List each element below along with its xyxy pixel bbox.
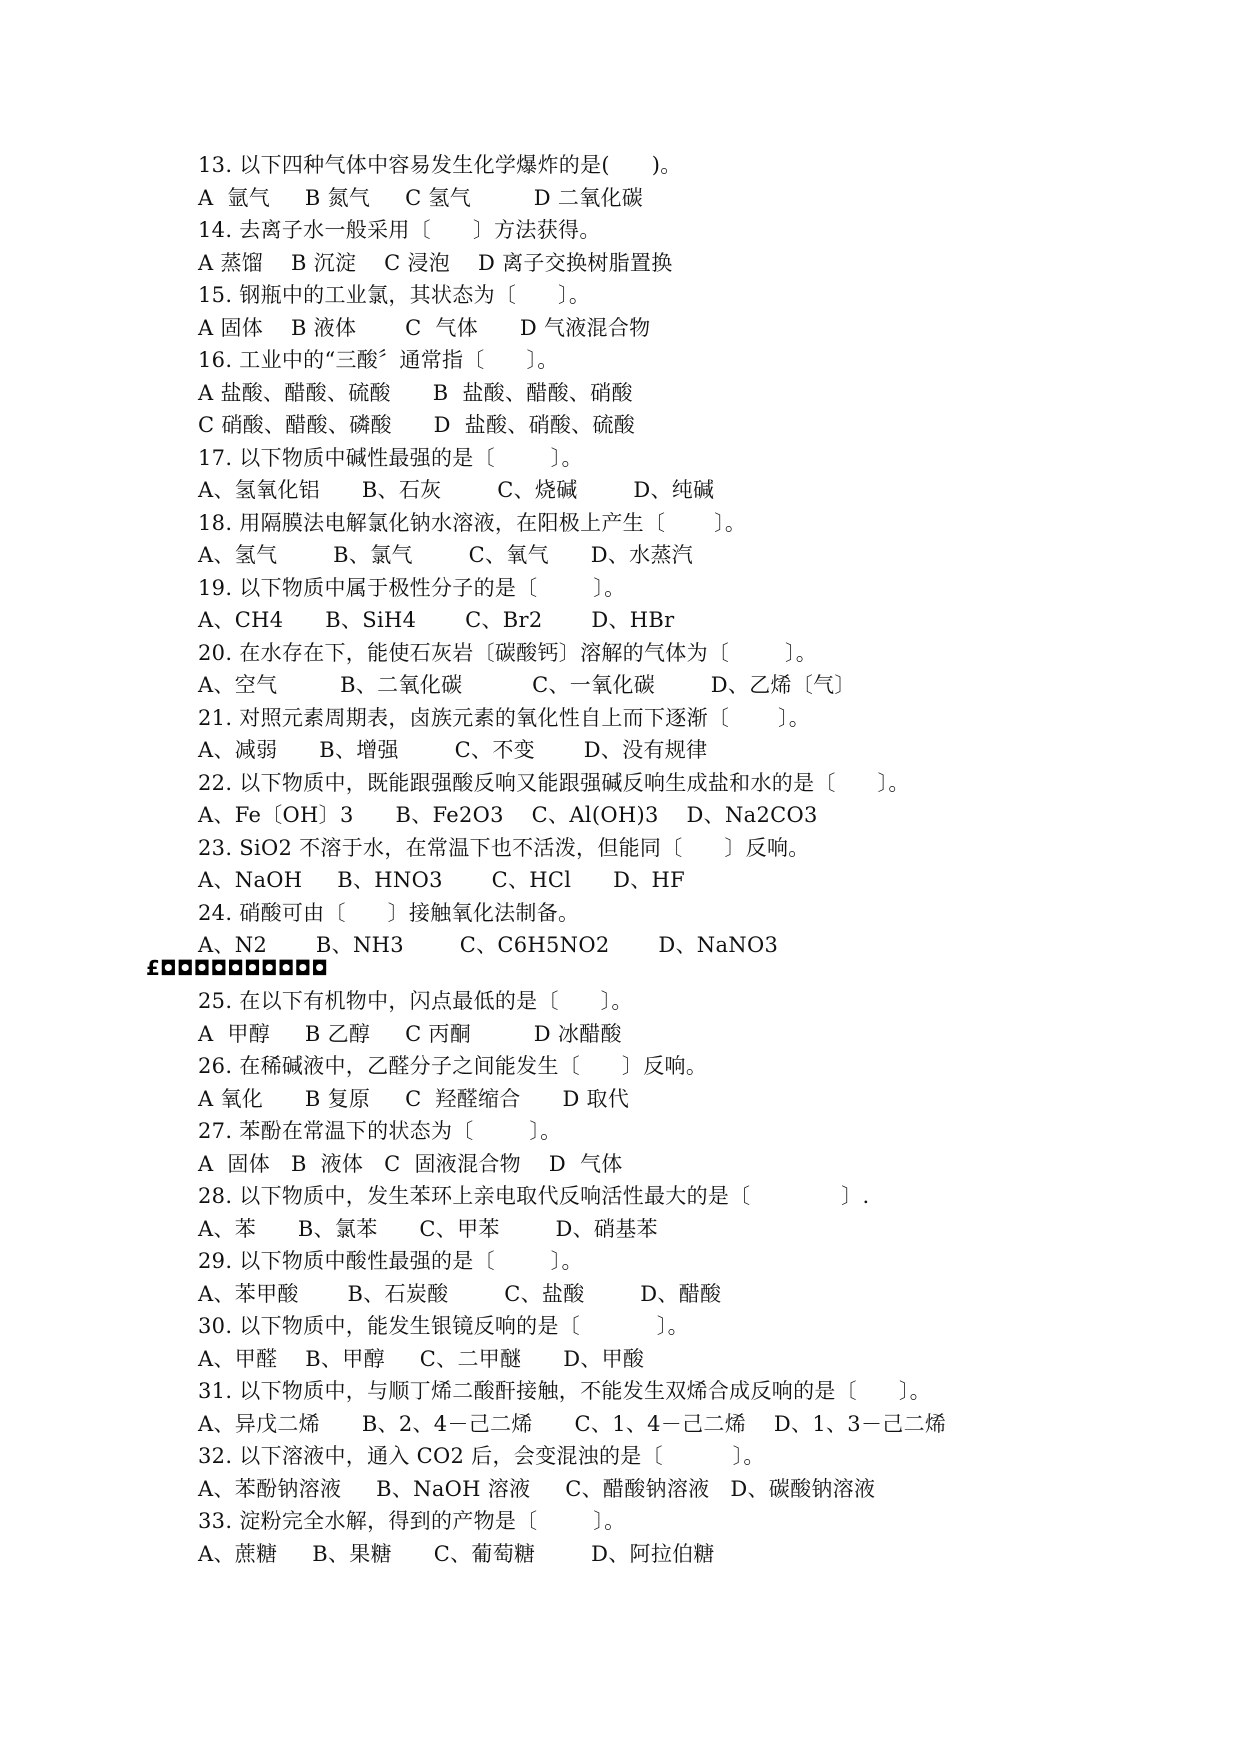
question-list-part-2 <box>198 985 1098 1570</box>
question-32: 32. 以下溶液中，通入 CO2 后，会变混浊的是〔 〕。 <box>198 1444 765 1468</box>
question-24: 24. 硝酸可由〔 〕接触氧化法制备。 <box>198 900 580 925</box>
options-27: A 固体 B 液体 C 固液混合物 D 气体 <box>198 1151 623 1176</box>
options-17: A、氢氧化铝 B、石灰 C、烧碱 D、纯碱 <box>198 478 715 502</box>
question-21: 21. 对照元素周期表，卤族元素的氧化性自上而下逐渐〔 〕。 <box>198 705 811 730</box>
question-16: 16. 工业中的“三酸〞通常指〔 〕。 <box>198 348 559 372</box>
options-16-ab: A 盐酸、醋酸、硫酸 B 盐酸、醋酸、硝酸 <box>198 380 633 405</box>
options-28: A、苯 B、氯苯 C、甲苯 D、硝基苯 <box>198 1216 658 1241</box>
question-19: 19. 以下物质中属于极性分子的是〔 〕。 <box>198 575 626 600</box>
question-28: 28. 以下物质中，发生苯环上亲电取代反响活性最大的是〔 〕. <box>198 1184 870 1208</box>
question-27: 27. 苯酚在常温下的状态为〔 〕。 <box>198 1119 562 1143</box>
options-15: A 固体 B 液体 C 气体 D 气液混合物 <box>198 315 651 340</box>
question-14: 14. 去离子水一般采用〔 〕方法获得。 <box>198 218 601 242</box>
question-list-part-1 <box>198 149 1098 962</box>
question-23: 23. SiO2 不溶于水，在常温下也不活泼，但能同〔 〕反响。 <box>198 835 810 860</box>
options-13: A 氩气 B 氮气 C 氢气 D 二氧化碳 <box>198 185 644 210</box>
options-24: A、N2 B、NH3 C、C6H5NO2 D、NaNO3 <box>198 933 779 957</box>
question-17: 17. 以下物质中碱性最强的是〔 〕。 <box>198 445 583 470</box>
options-20: A、空气 B、二氧化碳 C、一氧化碳 D、乙烯〔气〕 <box>198 673 856 697</box>
question-26: 26. 在稀碱液中，乙醛分子之间能发生〔 〕反响。 <box>198 1054 708 1078</box>
question-20: 20. 在水存在下，能使石灰岩〔碳酸钙〕溶解的气体为〔 〕。 <box>198 640 818 665</box>
options-30: A、甲醛 B、甲醇 C、二甲醚 D、甲酸 <box>198 1346 645 1371</box>
question-29: 29. 以下物质中酸性最强的是〔 〕。 <box>198 1249 583 1273</box>
options-26: A 氧化 B 复原 C 羟醛缩合 D 取代 <box>198 1086 630 1111</box>
options-14: A 蒸馏 B 沉淀 C 浸泡 D 离子交换树脂置换 <box>198 250 673 275</box>
options-19: A、CH4 B、SiH4 C、Br2 D、HBr <box>198 608 675 632</box>
options-31: A、异戊二烯 B、2、4－己二烯 C、1、4－己二烯 D、1、3－己二烯 <box>198 1411 947 1436</box>
options-18: A、氢气 B、氯气 C、氧气 D、水蒸汽 <box>198 543 694 567</box>
question-31: 31. 以下物质中，与顺丁烯二酸酐接触，不能发生双烯合成反响的是〔 〕。 <box>198 1379 931 1403</box>
question-13: 13. 以下四种气体中容易发生化学爆炸的是( )。 <box>198 153 682 177</box>
options-16-cd: C 硝酸、醋酸、磷酸 D 盐酸、硝酸、硫酸 <box>198 413 636 437</box>
question-18: 18. 用隔膜法电解氯化钠水溶液，在阳极上产生〔 〕。 <box>198 510 747 535</box>
question-15: 15. 钢瓶中的工业氯，其状态为〔 〕。 <box>198 283 591 307</box>
options-25: A 甲醇 B 乙醇 C 丙酮 D 冰醋酸 <box>198 1021 622 1046</box>
options-21: A、减弱 B、增强 C、不变 D、没有规律 <box>198 738 708 762</box>
options-23: A、NaOH B、HNO3 C、HCl D、HF <box>198 868 686 892</box>
question-33: 33. 淀粉完全水解，得到的产物是〔 〕。 <box>198 1509 626 1533</box>
question-25: 25. 在以下有机物中，闪点最低的是〔 〕。 <box>198 989 633 1013</box>
question-30: 30. 以下物质中，能发生银镜反响的是〔 〕。 <box>198 1314 689 1338</box>
question-22: 22. 以下物质中，既能跟强酸反响又能跟强碱反响生成盐和水的是〔 〕。 <box>198 770 910 795</box>
options-32: A、苯酚钠溶液 B、NaOH 溶液 C、醋酸钠溶液 D、碳酸钠溶液 <box>198 1476 876 1501</box>
section-heading-garbled: £◘◘◘◘◘◘◘◘◘◘ <box>146 956 328 980</box>
options-29: A、苯甲酸 B、石炭酸 C、盐酸 D、醋酸 <box>198 1281 722 1306</box>
options-33: A、蔗糖 B、果糖 C、葡萄糖 D、阿拉伯糖 <box>198 1541 715 1566</box>
options-22: A、Fe〔OH〕3 B、Fe2O3 C、Al(OH)3 D、Na2CO3 <box>198 803 818 827</box>
